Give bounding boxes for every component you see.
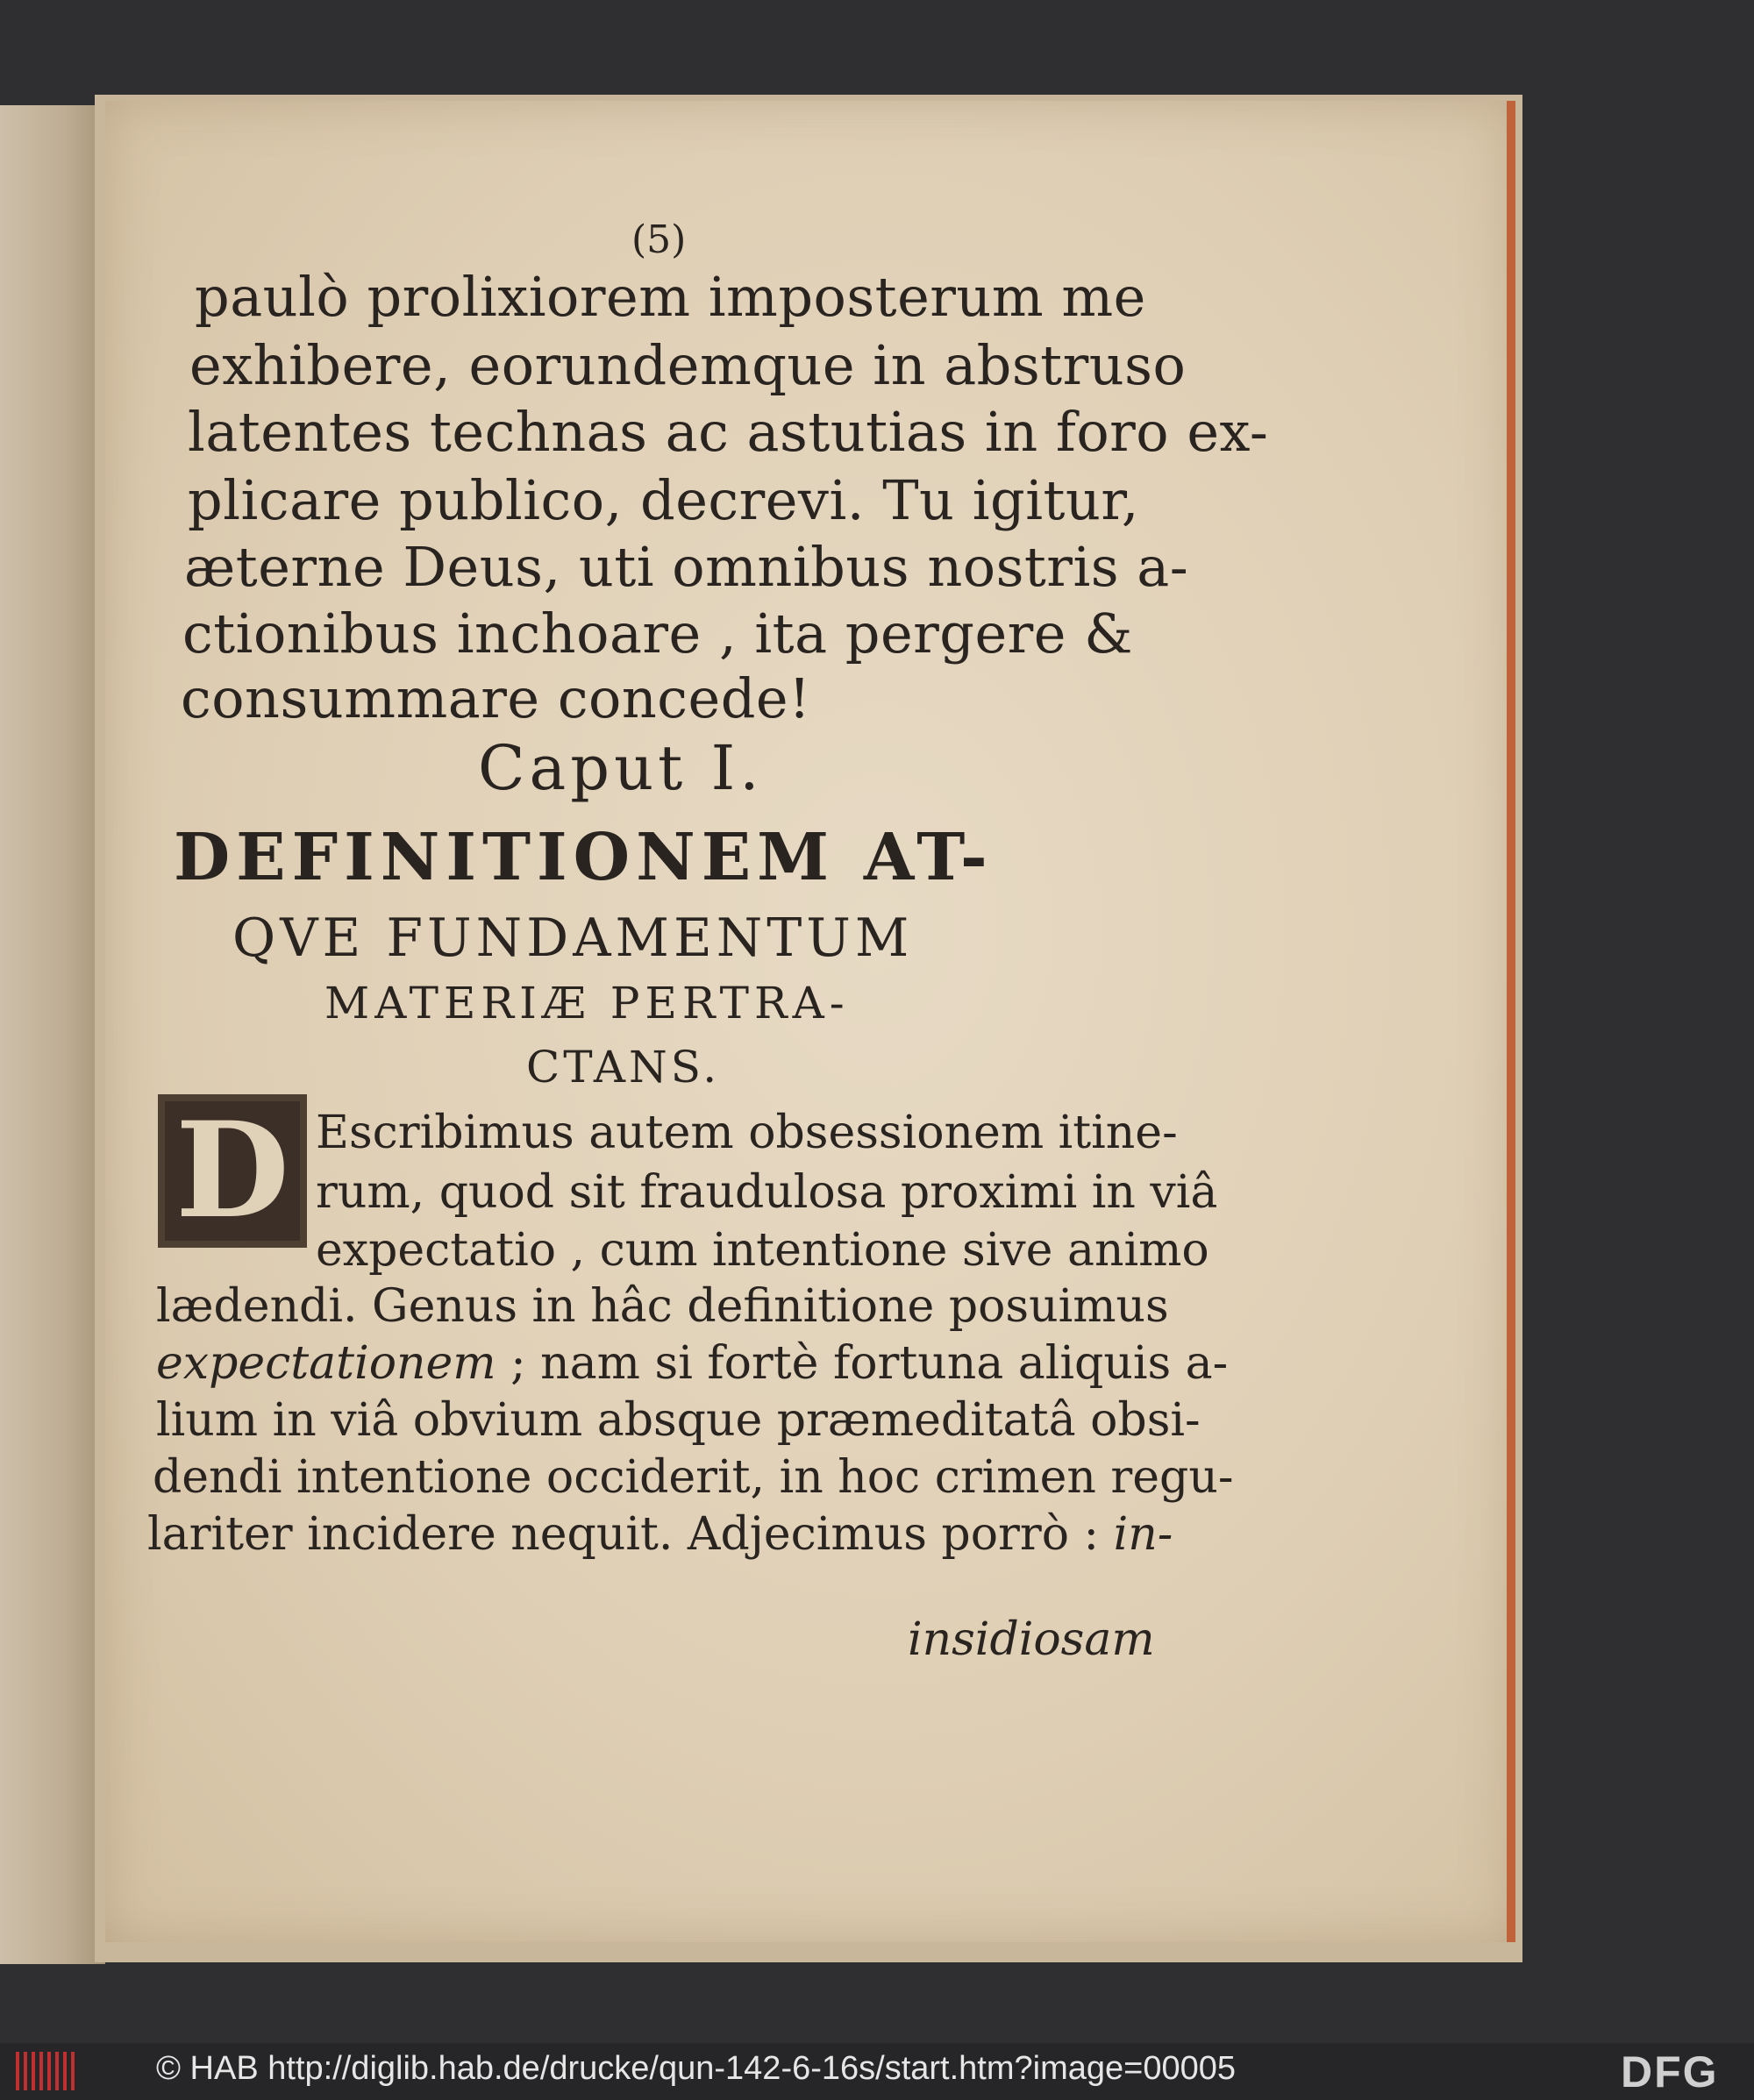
italic-word: expectationem (156, 1337, 496, 1390)
footer-copyright-url[interactable]: © HAB http://diglib.hab.de/drucke/qun-142-6-16s/start.htm?image=00005 (156, 2050, 1237, 2087)
chapter-heading-line-2: QVE FUNDAMENTUM (232, 908, 914, 969)
hab-logo-icon (16, 2052, 77, 2090)
body-line-6: ctionibus inchoare , ita pergere & (182, 602, 1133, 666)
chapter-heading-line-4: CTANS. (526, 1042, 721, 1093)
page-number: (5) (631, 217, 687, 262)
paragraph-line-8 (147, 1508, 1173, 1561)
italic-word: in- (1113, 1508, 1173, 1561)
body-line-4: plicare publico, decrevi. Tu igitur, (188, 468, 1139, 532)
chapter-title: Caput I. (478, 732, 764, 804)
paragraph-line-5 (156, 1337, 1228, 1390)
paragraph-line-2: rum, quod sit fraudulosa proximi in viâ (316, 1166, 1218, 1219)
page-edge-red (1507, 101, 1515, 1942)
body-line-1: paulò prolixiorem imposterum me (195, 265, 1146, 329)
paragraph-line-7: dendi intentione occiderit, in hoc crimen regu- (153, 1451, 1234, 1504)
paragraph-line-6: lium in viâ obvium absque præmeditatâ obsi- (156, 1394, 1201, 1447)
drop-cap-initial: D (158, 1094, 307, 1248)
body-line-7: consummare concede! (181, 666, 811, 730)
paragraph-line-3: expectatio , cum intentione sive animo (316, 1224, 1209, 1277)
dfg-logo: DFG (1621, 2047, 1719, 2096)
body-line-2: exhibere, eorundemque in abstruso (189, 333, 1187, 397)
body-line-5: æterne Deus, uti omnibus nostris a- (184, 535, 1189, 599)
chapter-heading-line-1: DEFINITIONEM AT- (174, 820, 994, 895)
paragraph-line-5-text: ; nam si fortè fortuna aliquis a- (510, 1337, 1229, 1390)
paragraph-line-1: Escribimus autem obsessionem itine- (316, 1107, 1178, 1159)
chapter-heading-line-3: MATERIÆ PERTRA- (324, 978, 850, 1029)
body-line-3: latentes technas ac astutias in foro ex- (188, 400, 1269, 464)
paragraph-line-8-text: lariter incidere nequit. Adjecimus porrò : (147, 1508, 1100, 1561)
previous-page-edge (0, 105, 105, 1964)
catchword: insidiosam (908, 1613, 1155, 1666)
paragraph-line-4: lædendi. Genus in hâc definitione posuimus (156, 1280, 1169, 1333)
